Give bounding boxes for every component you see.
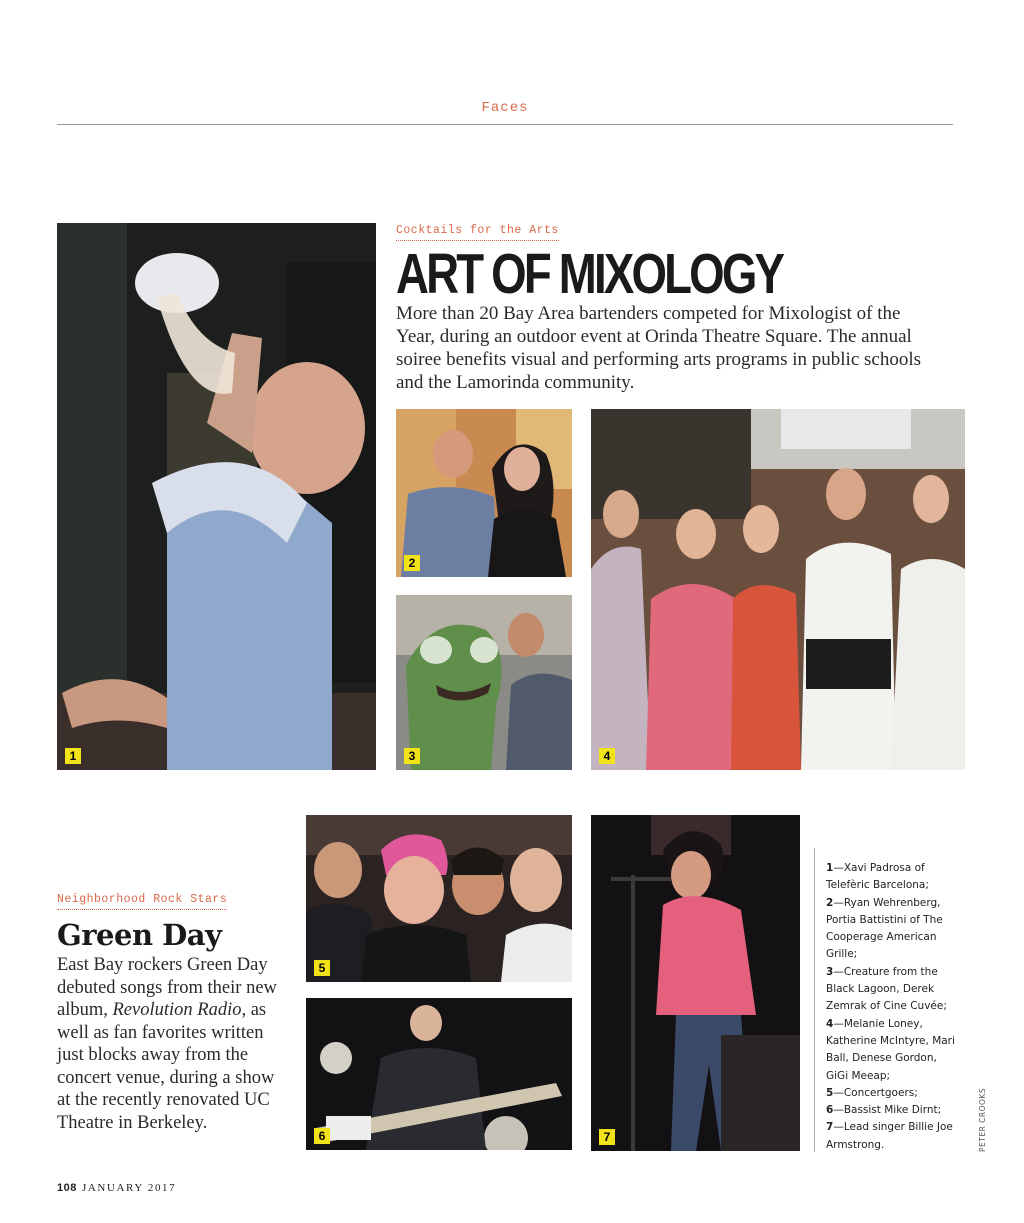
caption-number: 1 <box>826 862 834 874</box>
mixology-kicker: Cocktails for the Arts <box>396 224 559 241</box>
folio <box>57 1181 176 1194</box>
photo-7-image <box>591 815 800 1151</box>
photo-number-badge: 7 <box>599 1129 615 1145</box>
photo-6-image <box>306 998 572 1150</box>
photo-credit: PETER CROOKS <box>978 1087 987 1152</box>
greenday-body-1: East Bay rockers Green Day debuted songs from their new album, <box>57 955 277 1020</box>
photo-1 <box>57 223 376 770</box>
caption-text: —Ryan Wehrenberg, Portia Battistini of The Cooperage American Grille; <box>826 896 943 961</box>
photo-number-badge: 4 <box>599 748 615 764</box>
photo-2 <box>396 409 572 577</box>
greenday-body <box>57 954 292 1134</box>
greenday-body-2: as well as fan favorites written just blocks away from the concert venue, during a show at the recently renovated UC Theatre in Berkeley. <box>57 1000 275 1133</box>
photo-4-image <box>591 409 965 770</box>
caption-number: 4 <box>826 1017 834 1030</box>
photo-5-image <box>306 815 572 982</box>
photo-number-badge: 1 <box>65 748 81 764</box>
caption-text: —Concertgoers; <box>833 1086 918 1099</box>
greenday-title: Green Day <box>57 918 222 952</box>
photo-7 <box>591 815 800 1151</box>
caption-number: 7 <box>826 1121 834 1134</box>
photo-6 <box>306 998 572 1150</box>
caption-text: —Creature from the Black Lagoon, Derek Zemrak of Cine Cuvée; <box>826 965 947 1013</box>
photo-number-badge: 6 <box>314 1128 330 1144</box>
caption-text: —Melanie Loney, Katherine McIntyre, Mari Ball, Denese Gordon, GiGi Meeap; <box>826 1017 955 1082</box>
section-header: Faces <box>481 100 529 116</box>
caption-number: 5 <box>826 1086 834 1099</box>
caption-text: —Lead singer Billie Joe Armstrong. <box>826 1121 953 1151</box>
photo-3 <box>396 595 572 770</box>
photo-5 <box>306 815 572 982</box>
album-title: Revolution Radio, <box>112 1000 247 1020</box>
header-rule <box>57 124 953 125</box>
photo-number-badge: 2 <box>404 555 420 571</box>
caption-number: 2 <box>826 896 834 909</box>
mixology-headline: ART OF MIXOLOGY <box>396 242 783 306</box>
caption-text: —Xavi Padrosa of Telefèric Barcelona; <box>826 862 929 892</box>
photo-1-image <box>57 223 376 770</box>
issue-date: JANUARY 2017 <box>81 1182 177 1194</box>
caption-number: 6 <box>826 1104 834 1117</box>
greenday-kicker: Neighborhood Rock Stars <box>57 893 227 910</box>
photo-captions <box>814 848 960 1152</box>
caption-number: 3 <box>826 965 834 978</box>
page-number: 108 <box>57 1182 77 1194</box>
photo-number-badge: 3 <box>404 748 420 764</box>
photo-2-image <box>396 409 572 577</box>
caption-text: —Bassist Mike Dirnt; <box>833 1104 942 1117</box>
mixology-dek: More than 20 Bay Area bartenders competed for Mixologist of the Year, during an outdoor event at Orinda Theatre Square. The annual soiree benefits visual and performing arts programs in public schools and the Lamorinda community. <box>396 303 922 393</box>
photo-4 <box>591 409 965 770</box>
photo-3-image <box>396 595 572 770</box>
photo-number-badge: 5 <box>314 960 330 976</box>
